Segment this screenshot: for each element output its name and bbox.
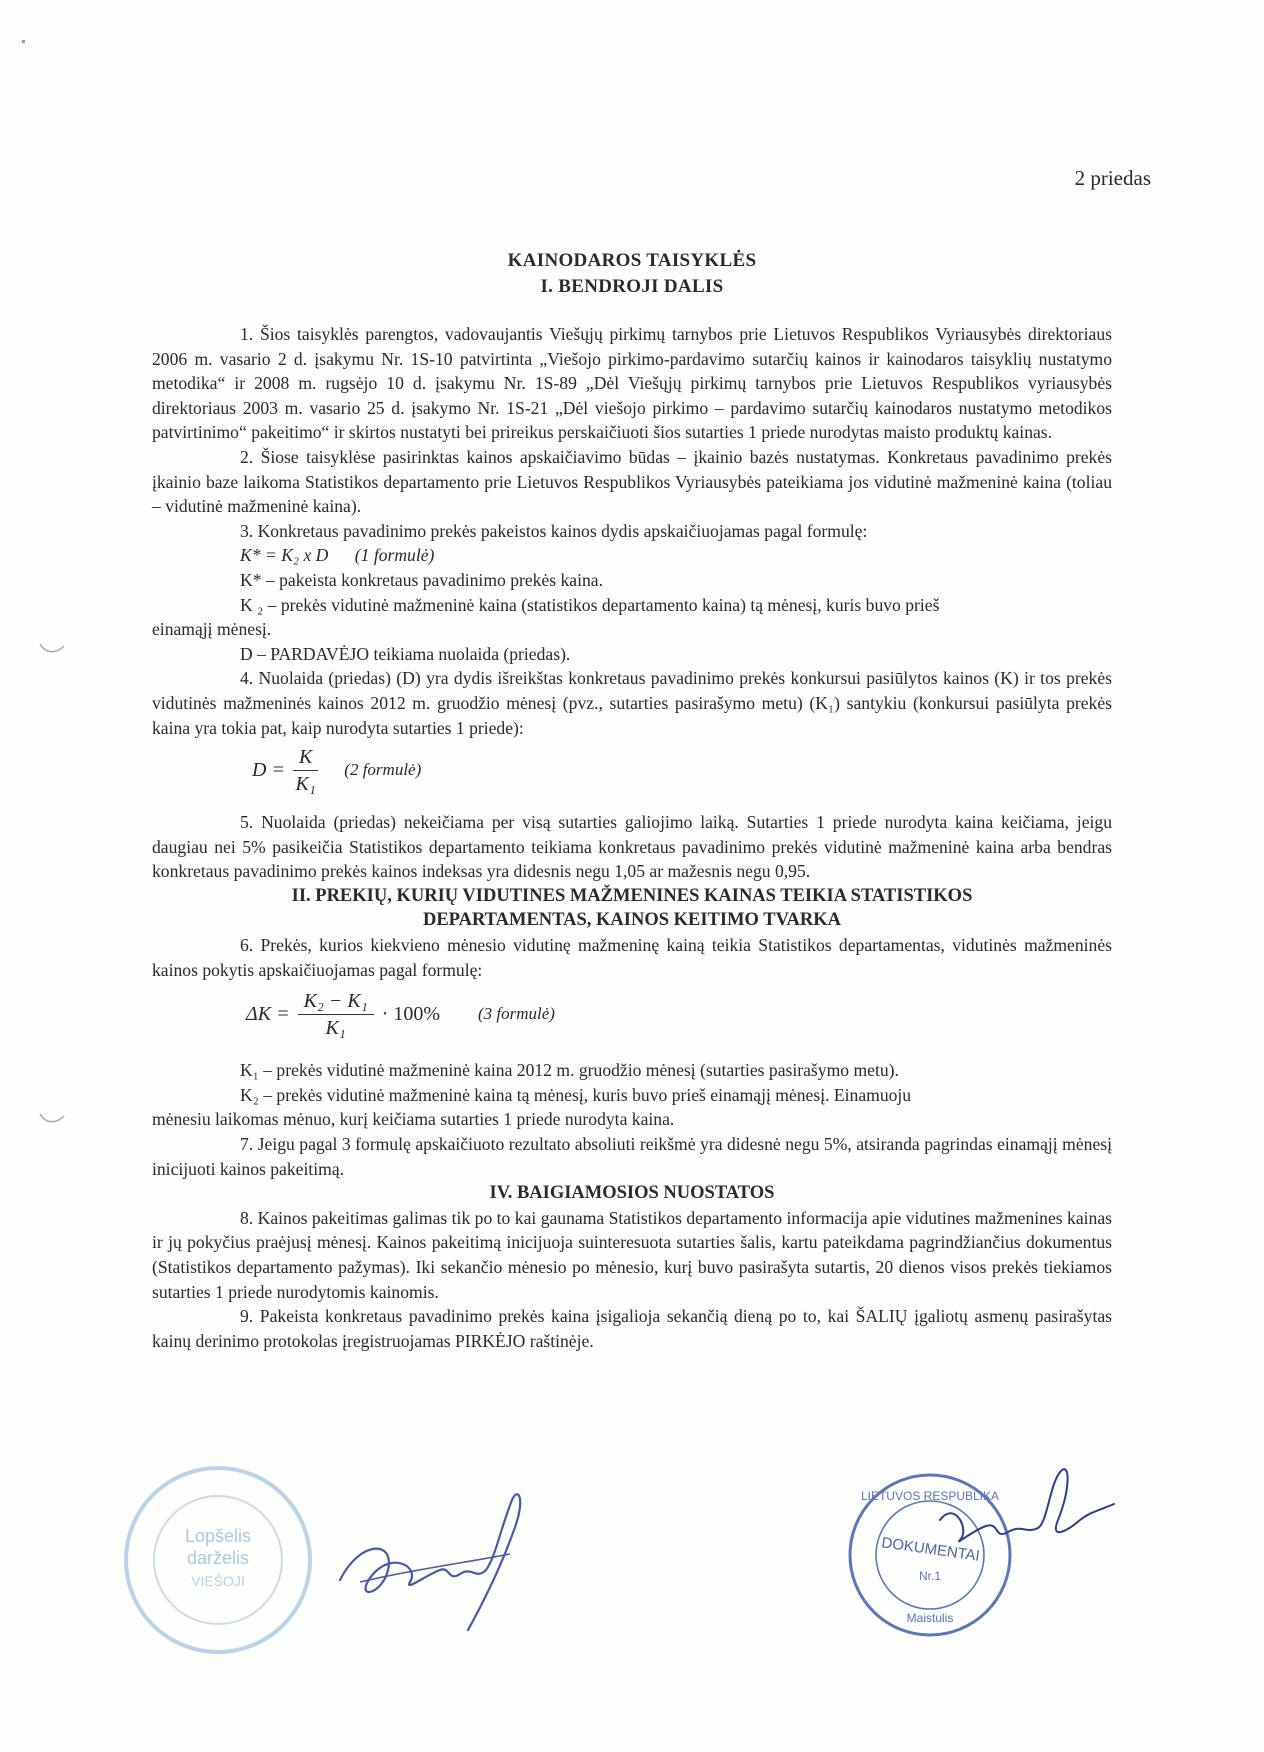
definition-k1: K₁ – prekės vidutinė mažmeninė kaina 2012 m. gruodžio mėnesį (sutarties pasirašymo metu). bbox=[240, 1060, 899, 1081]
formula-3-denominator: K₁ bbox=[325, 1017, 346, 1040]
right-stamp-ring-text: LIETUVOS RESPUBLIKA bbox=[860, 1489, 1000, 1503]
left-stamp-line-2: darželis bbox=[186, 1548, 250, 1568]
right-stamp-center-text: DOKUMENTAI bbox=[880, 1534, 981, 1565]
left-stamp-line-1: Lopšelis bbox=[184, 1526, 252, 1546]
paragraph-7: 7. Jeigu pagal 3 formulę apskaičiuoto rezultato absoliuti reikšmė yra didesnė negu 5%, atsiranda pagrindas einamąjį mėnesį inicijuoti kainos pakeitimą. bbox=[152, 1134, 1112, 1179]
section-heading-2-continued: DEPARTAMENTAS, KAINOS KEITIMO TVARKA bbox=[422, 910, 842, 931]
formula-2 bbox=[152, 740, 1112, 810]
left-signature bbox=[300, 1470, 560, 1650]
section-heading-4: IV. BAIGIAMOSIOS NUOSTATOS bbox=[489, 1183, 775, 1204]
section-heading-2: II. PREKIŲ, KURIŲ VIDUTINES MAŽMENINES KAINAS TEIKIA STATISTIKOS bbox=[291, 885, 973, 906]
margin-mark bbox=[38, 640, 68, 660]
document-title: KAINODAROS TAISYKLĖS bbox=[507, 250, 757, 271]
definition-k2: K ₂ – prekės vidutinė mažmeninė kaina (statistikos departamento kaina) tą mėnesį, kuris buvo prieš bbox=[240, 594, 940, 615]
scan-mark bbox=[22, 40, 25, 43]
document-body bbox=[152, 322, 1112, 1353]
formula-3-lhs: ΔK = bbox=[246, 1003, 290, 1026]
paragraph-9: 9. Pakeista konkretaus pavadinimo prekės kaina įsigalioja sekančią dieną po to, kai ŠALIŲ įgaliotų asmenų pasirašytas kainų derinimo protokolas įregistruojamas PIRKĖJO raštinėje. bbox=[152, 1306, 1112, 1351]
definition-k2-continued: einamąjį mėnesį. bbox=[152, 619, 272, 640]
definition-k2-second: K₂ – prekės vidutinė mažmeninė kaina tą mėnesį, kuris buvo prieš einamąjį mėnesį. Einamuoju bbox=[240, 1084, 912, 1105]
paragraph-3: 3. Konkretaus pavadinimo prekės pakeistos kainos dydis apskaičiuojamas pagal formulę: bbox=[240, 520, 868, 541]
left-stamp bbox=[118, 1460, 318, 1660]
formula-3-label: (3 formulė) bbox=[478, 1004, 555, 1024]
right-stamp-number: Nr.1 bbox=[918, 1569, 942, 1583]
paragraph-1: 1. Šios taisyklės parengtos, vadovaujantis Viešųjų pirkimų tarnybos prie Lietuvos Respublikos Vyriausybės direktoriaus 2006 m. vasario 2 d. įsakymu Nr. 1S-10 patvirtinta „Viešojo pirkimo-pardavimo sutarčių kainos ir kainodaros taisyklių nustatymo metodika“ ir 2008 m. rugsėjo 10 d. įsakymu Nr. 1S-89 „Dėl Viešųjų pirkimų tarnybos prie Lietuvos Respublikos vyriausybės direktoriaus 2003 m. vasario 25 d. įsakymo Nr. 1S-21 „Dėl viešojo pirkimo – pardavimo sutarčių kainodaros nustatymo metodikos patvirtinimo“ pakeitimo“ ir skirtos nustatyti bei prireikus perskaičiuoti šios sutarties 1 priede nurodytas maisto produktų kainas. bbox=[152, 324, 1112, 443]
margin-mark bbox=[38, 1110, 68, 1130]
definition-kstar: K* – pakeista konkretaus pavadinimo prekės kaina. bbox=[240, 569, 604, 590]
annex-label: 2 priedas bbox=[1074, 166, 1151, 190]
formula-1-label: (1 formulė) bbox=[354, 545, 435, 566]
formula-2-denominator: K₁ bbox=[295, 773, 316, 796]
left-stamp-line-3: VIEŠOJI bbox=[191, 1573, 245, 1589]
formula-3-fraction bbox=[298, 988, 374, 1041]
paragraph-6: 6. Prekės, kurios kiekvieno mėnesio vidutinę mažmeninę kainą teikia Statistikos departamentas, vidutinės mažmeninės kainos pokytis apskaičiuojamas pagal formulę: bbox=[152, 935, 1112, 980]
definition-k2-second-continued: mėnesiu laikomas mėnuo, kurį keičiama sutarties 1 priede nurodyta kaina. bbox=[152, 1109, 675, 1130]
formula-3 bbox=[152, 982, 1112, 1058]
formula-3-numerator: K₂ − K₁ bbox=[298, 988, 374, 1015]
right-signature bbox=[930, 1460, 1130, 1570]
section-heading-1: I. BENDROJI DALIS bbox=[540, 276, 724, 297]
formula-2-fraction bbox=[293, 744, 318, 797]
definition-d: D – PARDAVĖJO teikiama nuolaida (priedas). bbox=[240, 643, 571, 664]
paragraph-4: 4. Nuolaida (priedas) (D) yra dydis išreikštas konkretaus pavadinimo prekės konkursui pasiūlytos kainos (K) ir tos prekės vidutinės mažmeninės kainos 2012 m. gruodžio mėnesį (pvz., sutarties pasirašymo metu) (K₁) santykiu (konkursui pasiūlyta prekės kaina yra tokia pat, kaip nurodyta sutarties 1 priede): bbox=[152, 668, 1112, 738]
formula-3-multiplier: · 100% bbox=[381, 1003, 440, 1026]
paragraph-2: 2. Šiose taisyklėse pasirinktas kainos apskaičiavimo būdas – įkainio bazės nustatymas. Konkretaus pavadinimo prekės įkainio baze laikoma Statistikos departamento prie Lietuvos Respublikos Vyriausybės pateikiama jos vidutinė mažmeninė kaina (toliau – vidutinė mažmeninė kaina). bbox=[152, 446, 1112, 517]
formula-2-label: (2 formulė) bbox=[344, 760, 422, 780]
paragraph-8: 8. Kainos pakeitimas galimas tik po to kai gaunama Statistikos departamento informacija apie vidutines mažmenines kainas ir jų pokyčius praėjusį mėnesį. Kainos pakeitimą inicijuoja suinteresuota sutarties šalis, kartu pateikdama pagrindžiančius dokumentus (Statistikos departamento pažymas). Iki sekančio mėnesio po mėnesio, kurį buvo pasirašyta sutartis, 20 dienos visos prekės tiekiamos sutarties 1 priede nurodytomis kainomis. bbox=[152, 1207, 1112, 1302]
formula-2-numerator: K bbox=[293, 744, 318, 771]
formula-1 bbox=[152, 543, 1112, 568]
paragraph-5: 5. Nuolaida (priedas) nekeičiama per visą sutarties galiojimo laiką. Sutarties 1 priede nurodyta kaina keičiama, jeigu daugiau nei 5% pasikeičia Statistikos departamento teikiama konkretaus pavadinimo prekės vidutinė mažmeninė kaina arba bendras konkretaus pavadinimo prekės kainos indeksas yra didesnis negu 1,05 ar mažesnis negu 0,95. bbox=[152, 812, 1112, 882]
right-stamp-bottom-text: Maistulis bbox=[906, 1611, 954, 1625]
formula-1-expression: K* = K₂ x D bbox=[240, 545, 329, 566]
formula-2-lhs: D = bbox=[252, 759, 285, 782]
